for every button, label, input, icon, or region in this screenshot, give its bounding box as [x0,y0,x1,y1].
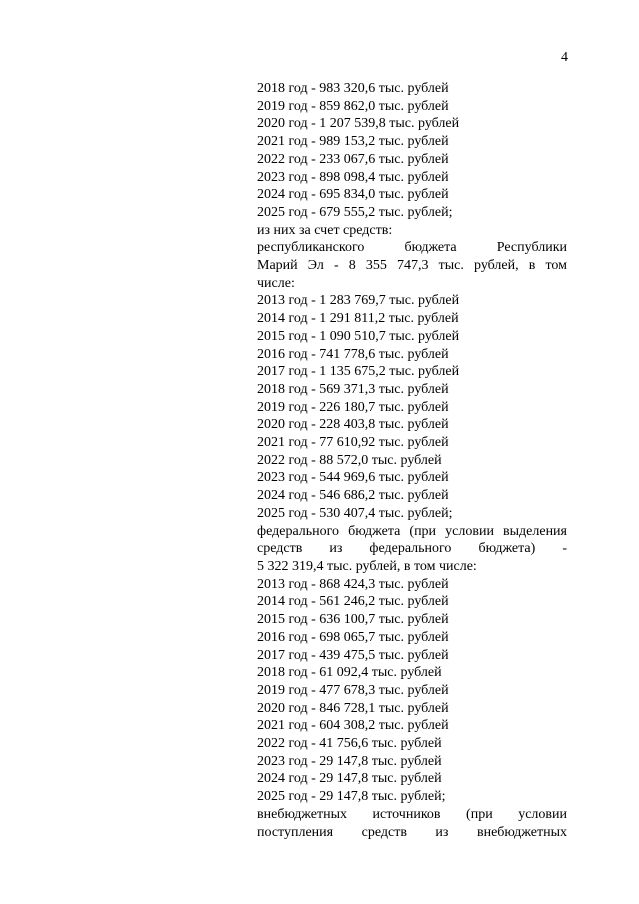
text-line: 2023 год - 898 098,4 тыс. рублей [257,169,449,185]
text-line: 2019 год - 226 180,7 тыс. рублей [257,399,449,415]
text-line: 2024 год - 695 834,0 тыс. рублей [257,187,449,203]
document-body [257,80,567,841]
text-line: 2017 год - 439 475,5 тыс. рублей [257,647,449,663]
text-line: 2023 год - 544 969,6 тыс. рублей [257,470,449,486]
text-line: Марий Эл - 8 355 747,3 тыс. рублей, в том [257,258,567,274]
text-line: 2018 год - 61 092,4 тыс. рублей [257,665,442,681]
text-line: 2022 год - 233 067,6 тыс. рублей [257,151,449,167]
text-line: 2025 год - 679 555,2 тыс. рублей; [257,204,453,220]
text-line: 2013 год - 1 283 769,7 тыс. рублей [257,293,460,309]
text-line: 2018 год - 983 320,6 тыс. рублей [257,81,449,96]
text-line: 2020 год - 228 403,8 тыс. рублей [257,417,449,433]
text-line: 2018 год - 569 371,3 тыс. рублей [257,381,449,397]
text-line: 2024 год - 29 147,8 тыс. рублей [257,771,442,787]
text-line: 2014 год - 1 291 811,2 тыс. рублей [257,311,459,327]
text-line: 2017 год - 1 135 675,2 тыс. рублей [257,364,460,380]
text-line: внебюджетных источников (при условии [257,806,567,822]
text-line: 2019 год - 477 678,3 тыс. рублей [257,682,449,698]
text-line: 2016 год - 698 065,7 тыс. рублей [257,629,449,645]
text-line: 2024 год - 546 686,2 тыс. рублей [257,488,449,504]
text-line: 2014 год - 561 246,2 тыс. рублей [257,594,449,610]
text-line: из них за счет средств: [257,222,393,238]
text-line: числе: [257,275,295,291]
text-line: 2021 год - 604 308,2 тыс. рублей [257,718,449,734]
text-line: 2021 год - 989 153,2 тыс. рублей [257,134,449,150]
text-line: 5 322 319,4 тыс. рублей, в том числе: [257,558,477,574]
text-line: 2025 год - 530 407,4 тыс. рублей; [257,505,453,521]
text-line: 2021 год - 77 610,92 тыс. рублей [257,435,449,451]
page-number: 4 [561,50,568,65]
text-line: 2016 год - 741 778,6 тыс. рублей [257,346,449,362]
text-line: 2025 год - 29 147,8 тыс. рублей; [257,789,446,805]
text-line: 2013 год - 868 424,3 тыс. рублей [257,576,449,592]
text-line: республиканского бюджета Республики [257,240,567,256]
text-line: 2022 год - 41 756,6 тыс. рублей [257,736,442,752]
text-line: 2020 год - 1 207 539,8 тыс. рублей [257,116,460,132]
text-line: 2022 год - 88 572,0 тыс. рублей [257,452,442,468]
text-line: 2023 год - 29 147,8 тыс. рублей [257,753,442,769]
text-line: 2015 год - 636 100,7 тыс. рублей [257,612,449,628]
text-line: средств из федерального бюджета) - [257,541,567,557]
text-line: 2019 год - 859 862,0 тыс. рублей [257,98,449,114]
text-line: 2015 год - 1 090 510,7 тыс. рублей [257,328,460,344]
text-line: федерального бюджета (при условии выделения [257,523,567,539]
text-line: 2020 год - 846 728,1 тыс. рублей [257,700,449,716]
text-line: поступления средств из внебюджетных [257,824,567,840]
